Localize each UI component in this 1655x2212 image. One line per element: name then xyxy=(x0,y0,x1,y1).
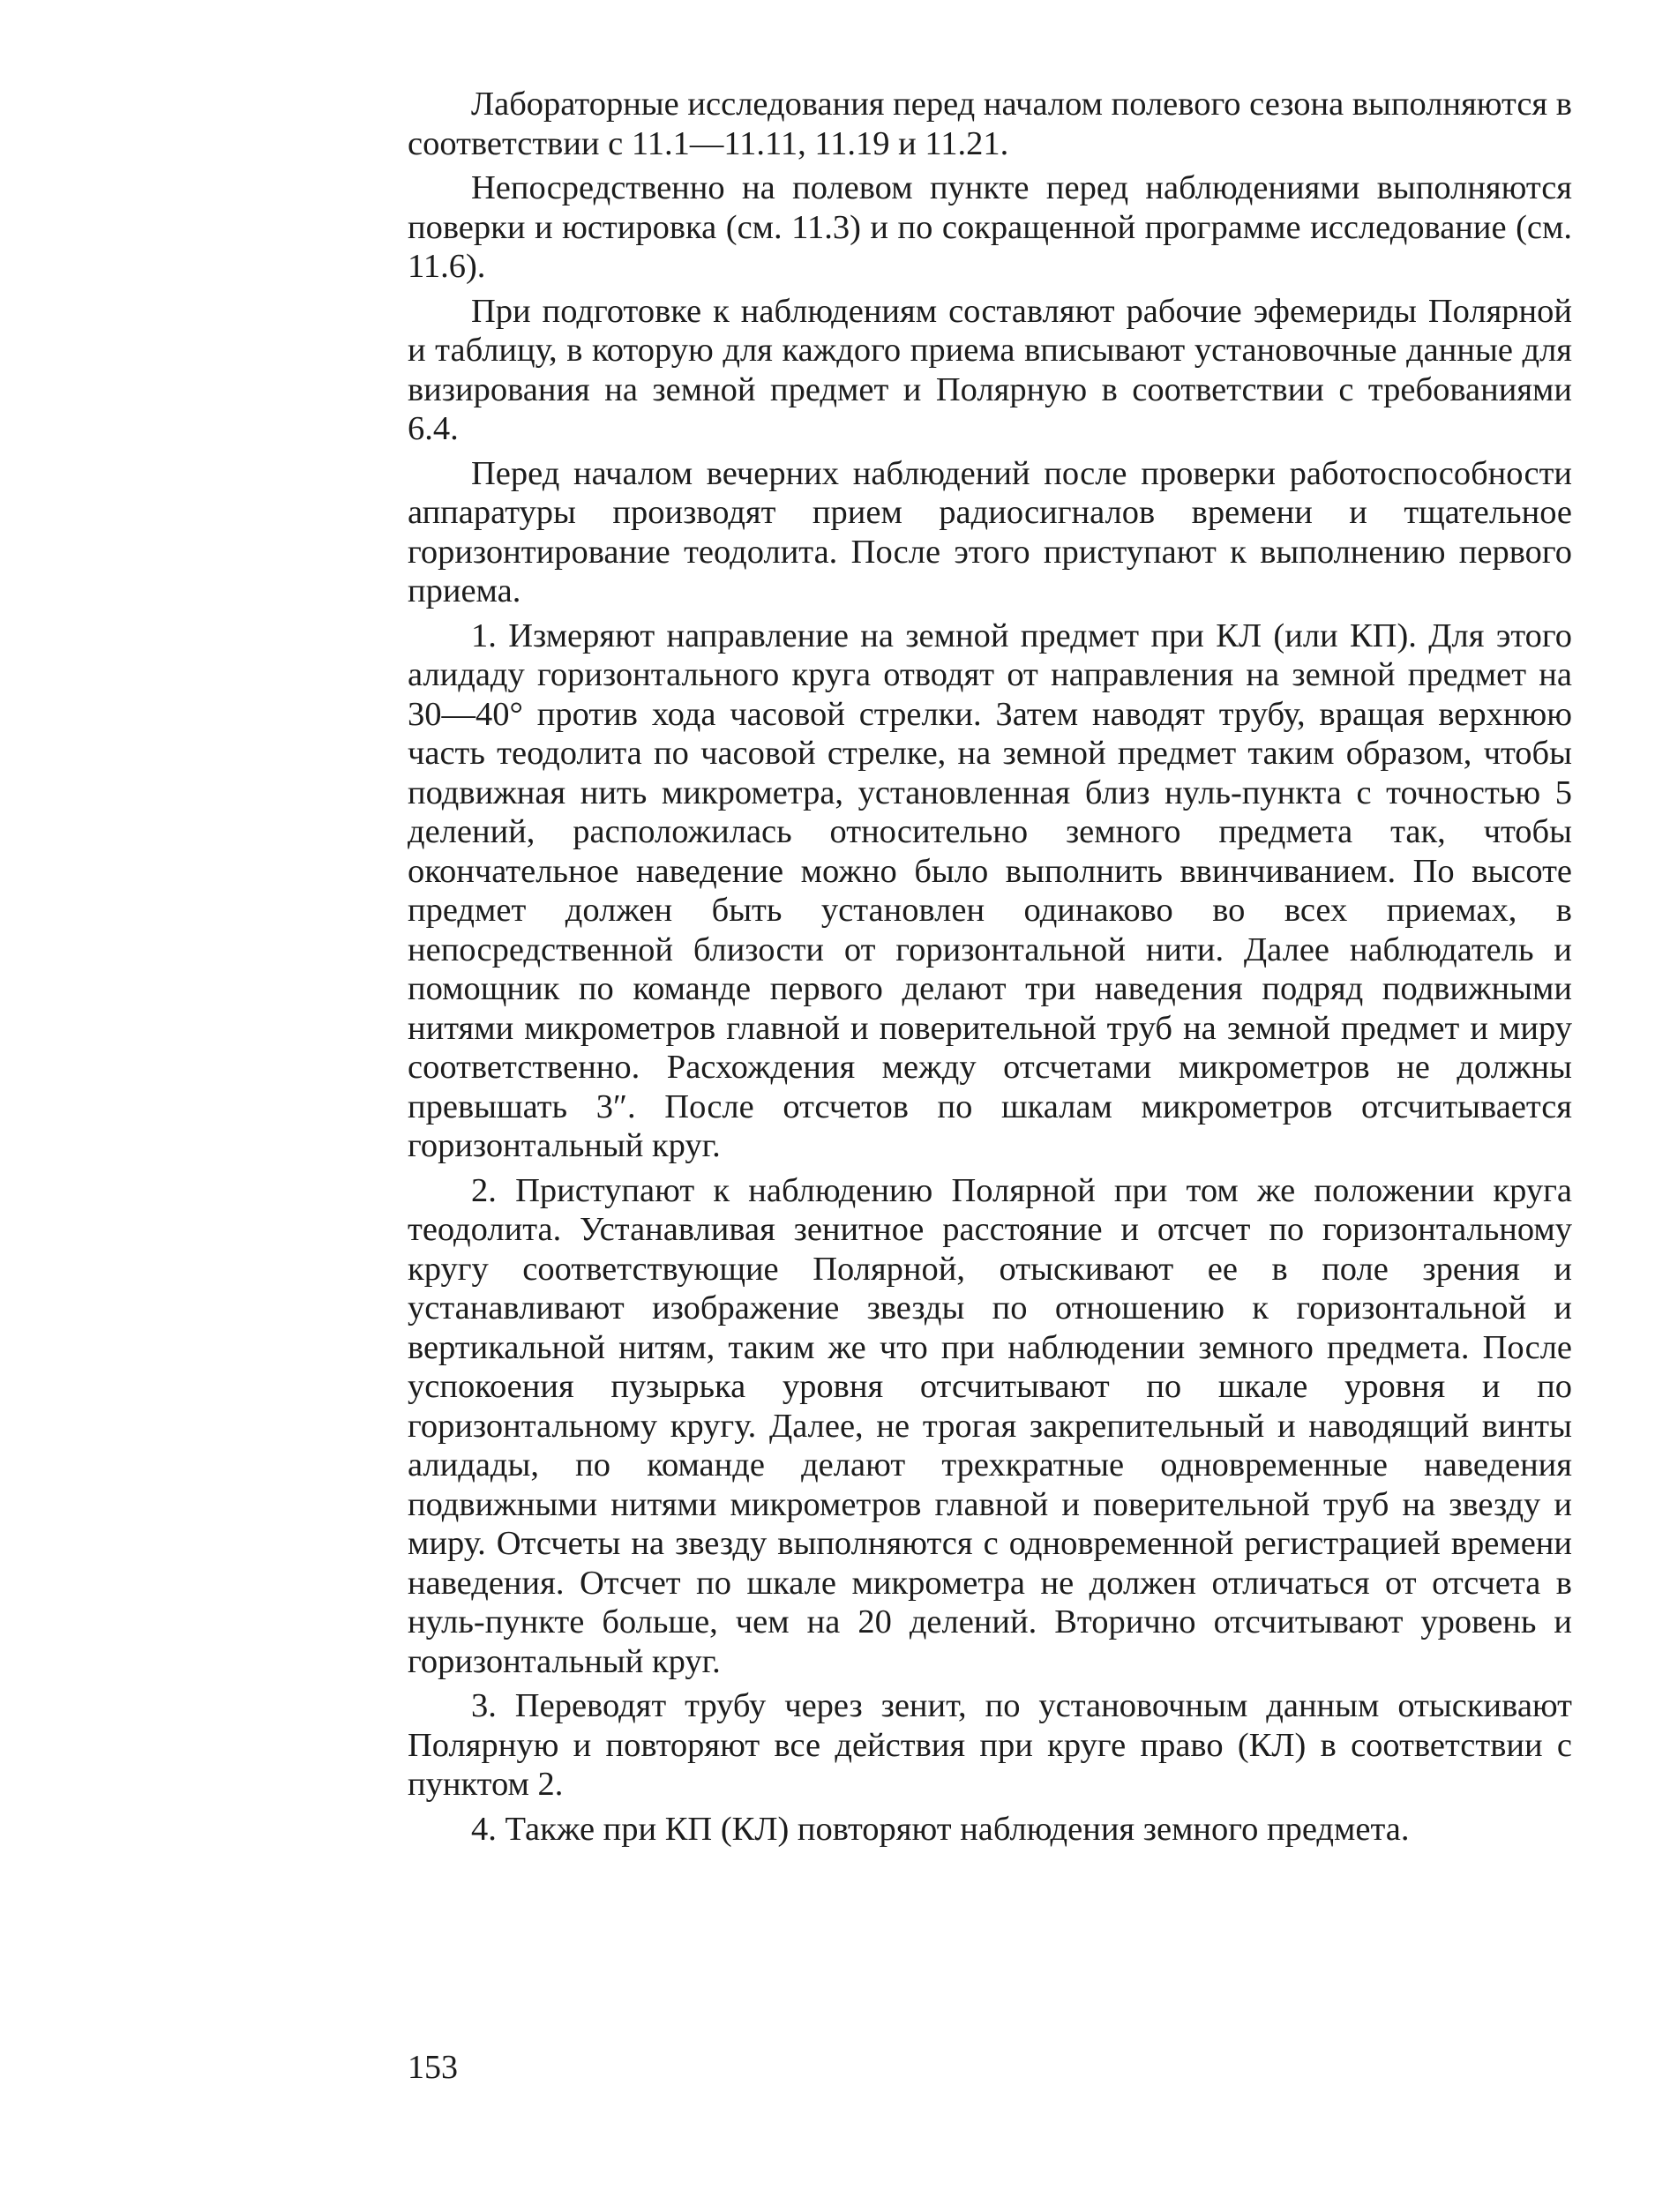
paragraph-evening-prep: Перед началом вечерних наблюдений после проверки работоспособности аппаратуры производят прием радиосигналов времени и тщательное горизонтирование теодолита. После этого приступают к выполнению первого приема. xyxy=(408,454,1572,609)
paragraph-step-1: 1. Измеряют направление на земной предмет при КЛ (или КП). Для этого алидаду горизонтального круга отводят от направления на земной предмет на 30—40° против хода часовой стрелки. Затем наводят трубу, вращая верхнюю часть теодолита по часовой стрелке, на земной предмет таким образом, чтобы подвижная нить микрометра, установленная близ нуль-пункта с точностью 5 делений, расположилась относительно земного предмета так, чтобы окончательное наведение можно было выполнить ввинчиванием. По высоте предмет должен быть установлен одинаково во всех приемах, в непосредственной близости от горизонтальной нити. Далее наблюдатель и помощник по команде первого делают три наведения подряд подвижными нитями микрометров главной и поверительной труб на земной предмет и миру соответственно. Расхождения между отсчетами микрометров не должны превышать 3″. После отсчетов по шкалам микрометров отсчитывается горизонтальный круг. xyxy=(408,617,1572,1164)
paragraph-lab-research: Лабораторные исследования перед началом полевого сезона выполняются в соответствии с 11.1—11.11, 11.19 и 11.21. xyxy=(408,86,1572,162)
paragraph-field-checks: Непосредственно на полевом пункте перед наблюдениями выполняются поверки и юстировка (см. 11.3) и по сокращенной программе исследование (см. 11.6). xyxy=(408,169,1572,285)
paragraph-step-3: 3. Переводят трубу через зенит, по установочным данным отыскивают Полярную и повторяют все действия при круге право (КЛ) в соответствии с пунктом 2. xyxy=(408,1687,1572,1803)
page-number: 153 xyxy=(408,2049,458,2086)
paragraph-ephemerides: При подготовке к наблюдениям составляют рабочие эфемериды Полярной и таблицу, в которую для каждого приема вписывают установочные данные для визирования на земной предмет и Полярную в соответствии с требованиями 6.4. xyxy=(408,292,1572,447)
paragraph-step-2: 2. Приступают к наблюдению Полярной при том же положении круга теодолита. Устанавливая зенитное расстояние и отсчет по горизонтальному кругу соответствующие Полярной, отыскивают ее в поле зрения и устанавливают изображение звезды по отношению к горизонтальной и вертикальной нитям, таким же что при наблюдении земного предмета. После успокоения пузырька уровня отсчитывают по шкале уровня и по горизонтальному кругу. Далее, не трогая закрепительный и наводящий винты алидады, по команде делают трехкратные одновременные наведения подвижными нитями микрометров главной и поверительной труб на звезду и миру. Отсчеты на звезду выполняются с одновременной регистрацией времени наведения. Отсчет по шкале микрометра не должен отличаться от отсчета в нуль-пункте больше, чем на 20 делений. Вторично отсчитывают уровень и горизонтальный круг. xyxy=(408,1171,1572,1680)
page-body xyxy=(408,85,1572,1854)
paragraph-step-4: 4. Также при КП (КЛ) повторяют наблюдения земного предмета. xyxy=(471,1810,1410,1848)
